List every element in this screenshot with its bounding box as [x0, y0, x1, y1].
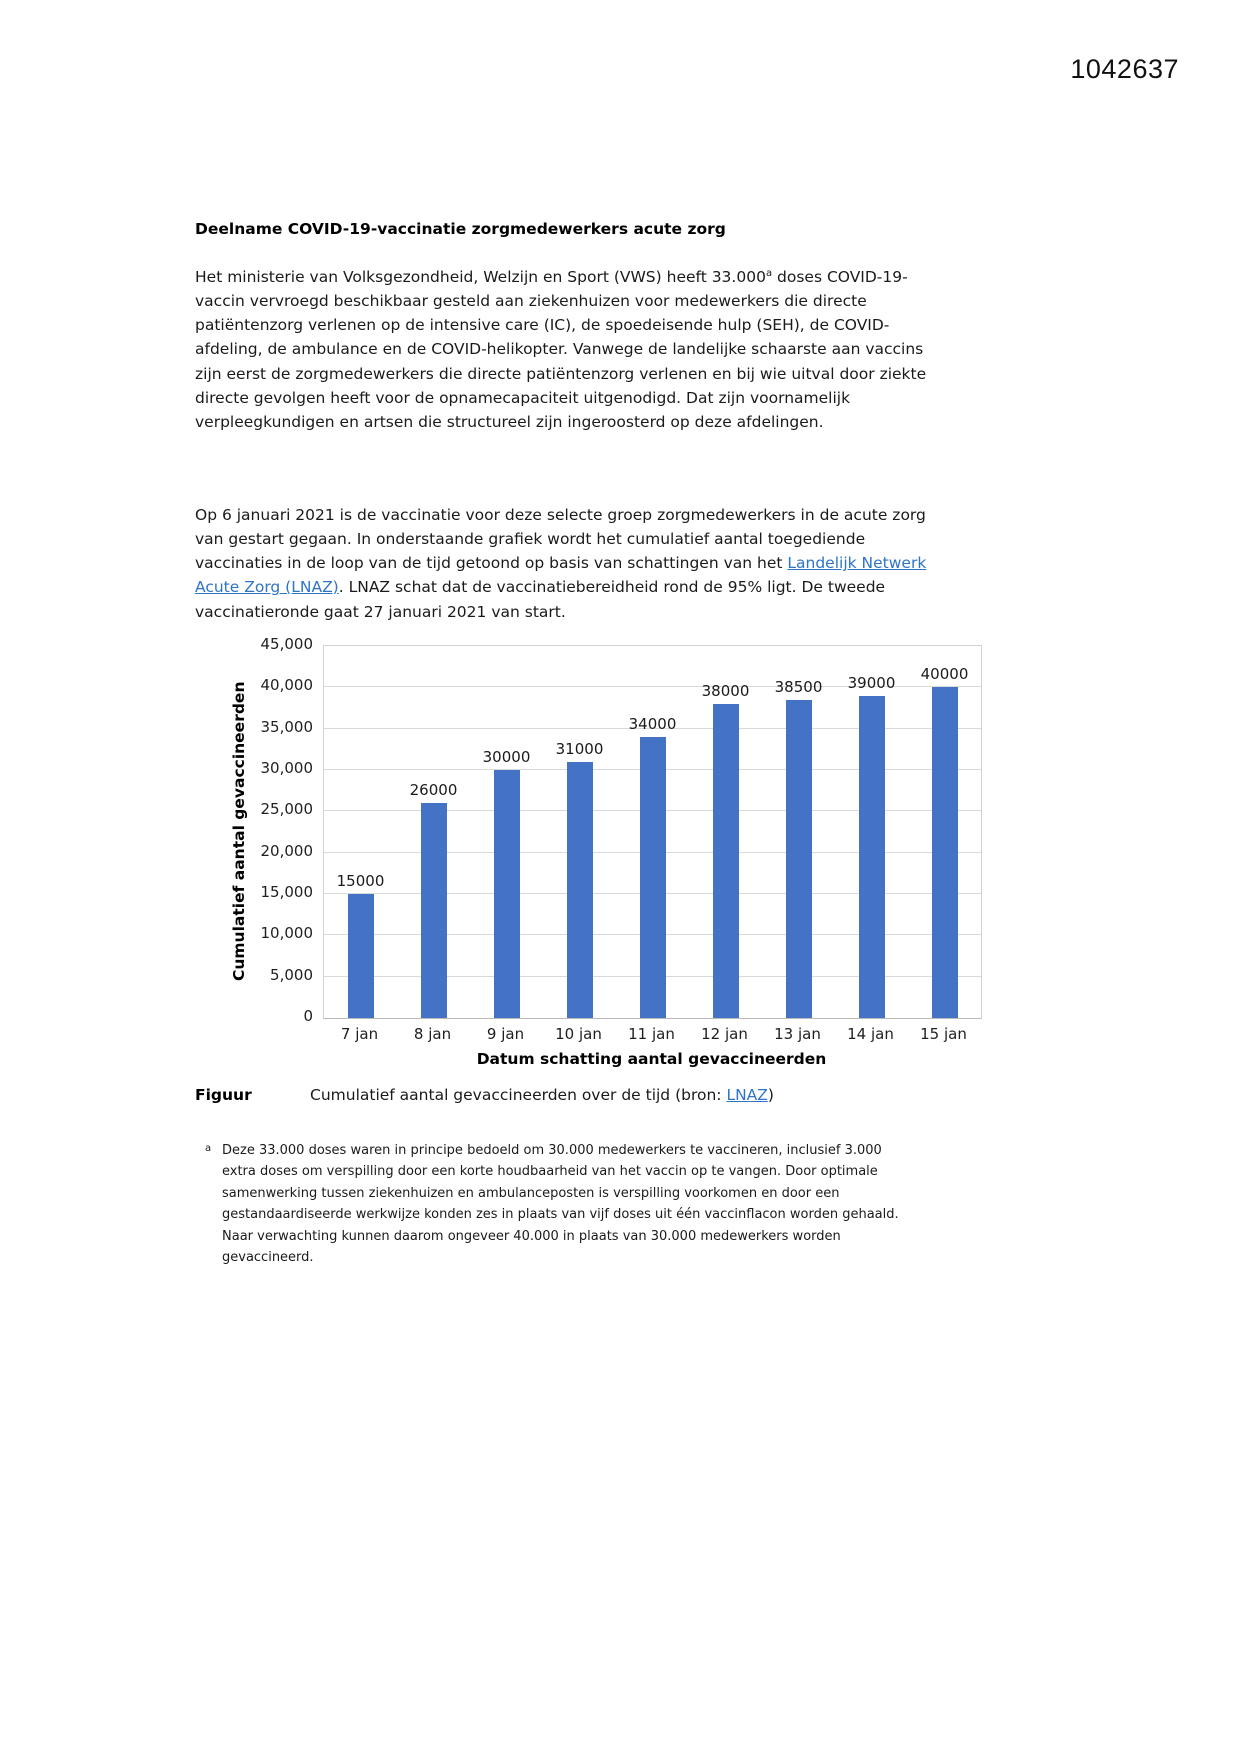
bar-chart — [195, 620, 1005, 1090]
x-tick-label: 13 jan — [774, 1025, 821, 1043]
x-tick-label: 9 jan — [486, 1025, 525, 1043]
footnote — [195, 1140, 914, 1268]
document-heading: Deelname COVID-19-vaccinatie zorgmedewerkers acute zorg — [195, 220, 726, 238]
bar-7-jan — [348, 894, 374, 1018]
bar-14-jan — [859, 696, 885, 1018]
y-tick-label: 40,000 — [260, 676, 313, 695]
bar-11-jan — [640, 737, 666, 1018]
bar-value-label: 38000 — [701, 681, 750, 700]
bar-value-label: 31000 — [555, 739, 604, 758]
bar-10-jan — [567, 762, 593, 1018]
y-tick-label: 15,000 — [260, 883, 313, 901]
x-tick-label: 7 jan — [340, 1025, 379, 1043]
x-axis-title: Datum schatting aantal gevaccineerden — [476, 1050, 827, 1068]
footnote-marker: a — [205, 1143, 212, 1154]
y-tick-label: 35,000 — [260, 717, 313, 736]
y-tick-label: 0 — [303, 1007, 313, 1025]
bar-value-label: 38500 — [774, 677, 823, 696]
y-tick-label: 25,000 — [260, 800, 313, 819]
bar-12-jan — [713, 704, 739, 1018]
x-tick-label: 11 jan — [628, 1025, 675, 1043]
x-tick-label: 12 jan — [701, 1025, 748, 1043]
footnote-text: Deze 33.000 doses waren in principe bedoeld om 30.000 medewerkers te vaccineren, inclusief 3.000 extra doses om verspilling door een korte houdbaarheid van het vaccin op te vangen. Door optimale samenwerking tussen ziekenhuizen en ambulanceposten is verspilling voorkomen en door een gestandaardiseerde werkwijze konden zes in plaats van vijf doses uit één vaccinflacon worden gehaald. Naar verwachting kunnen daarom ongeveer 40.000 in plaats van 30.000 medewerkers worden gevaccineerd. — [222, 1143, 899, 1266]
bar-8-jan — [421, 803, 447, 1018]
paragraph-intro-text-cont: doses COVID-19-vaccin vervroegd beschikbaar gesteld aan ziekenhuizen voor medewerkers die directe patiëntenzorg verlenen op de intensive care (IC), de spoedeisende hulp (SEH), de COVID-afdeling, de ambulance en de COVID-helikopter. Vanwege de landelijke schaarste aan vaccins zijn eerst de zorgmedewerkers die directe patiëntenzorg verlenen en bij wie uitval door ziekte directe gevolgen heeft voor de opnamecapaciteit uitgenodigd. Dat zijn voornamelijk verpleegkundigen en artsen die structureel zijn ingeroosterd op deze afdelingen. — [195, 267, 927, 432]
lnaz-link[interactable]: Landelijk Netwerk Acute Zorg (LNAZ) — [195, 554, 927, 597]
x-tick-label: 14 jan — [847, 1025, 894, 1043]
page-number: 1042637 — [1070, 54, 1179, 84]
figure-caption-text: Cumulatief aantal gevaccineerden over de tijd (bron: — [310, 1086, 727, 1104]
figure-caption — [310, 1086, 774, 1104]
bar-15-jan — [932, 687, 958, 1018]
y-tick-label: 5,000 — [270, 965, 313, 984]
footnote-reference: a — [765, 267, 773, 279]
paragraph-vaccination-text: Op 6 januari 2021 is de vaccinatie voor deze selecte groep zorgmedewerkers in de acute zorg van gestart gegaan. In onderstaande grafiek wordt het cumulatief aantal toegediende vaccinaties in de loop van de tijd getoond op basis van schattingen van het — [195, 505, 926, 573]
bar-value-label: 34000 — [628, 714, 677, 733]
y-axis-title: Cumulatief aantal gevaccineerden — [230, 681, 248, 981]
bar-9-jan — [494, 770, 520, 1018]
bar-value-label: 40000 — [920, 665, 969, 684]
bar-value-label: 15000 — [336, 872, 385, 890]
x-tick-label: 8 jan — [413, 1025, 452, 1043]
y-tick-label: 45,000 — [260, 635, 313, 653]
y-tick-label: 20,000 — [260, 841, 313, 860]
figure-label: Figuur — [195, 1086, 252, 1104]
lnaz-caption-link[interactable]: LNAZ — [726, 1086, 768, 1104]
figure-caption-close: ) — [767, 1086, 774, 1104]
paragraph-vaccination-text-cont: . LNAZ schat dat de vaccinatiebereidheid rond de 95% ligt. De tweede vaccinatieronde gaat 27 januari 2021 van start. — [195, 578, 886, 621]
x-tick-label: 15 jan — [920, 1025, 967, 1043]
paragraph-intro — [195, 262, 933, 435]
paragraph-vaccination-start — [195, 503, 933, 624]
bar-value-label: 26000 — [409, 781, 458, 800]
bar-13-jan — [786, 700, 812, 1018]
y-tick-label: 30,000 — [260, 759, 313, 777]
paragraph-intro-text: Het ministerie van Volksgezondheid, Welzijn en Sport (VWS) heeft 33.000 — [195, 267, 766, 286]
plot-area — [323, 645, 982, 1019]
y-tick-label: 10,000 — [260, 924, 313, 943]
bar-value-label: 30000 — [482, 748, 531, 766]
x-tick-label: 10 jan — [555, 1025, 602, 1043]
bar-value-label: 39000 — [847, 673, 896, 692]
